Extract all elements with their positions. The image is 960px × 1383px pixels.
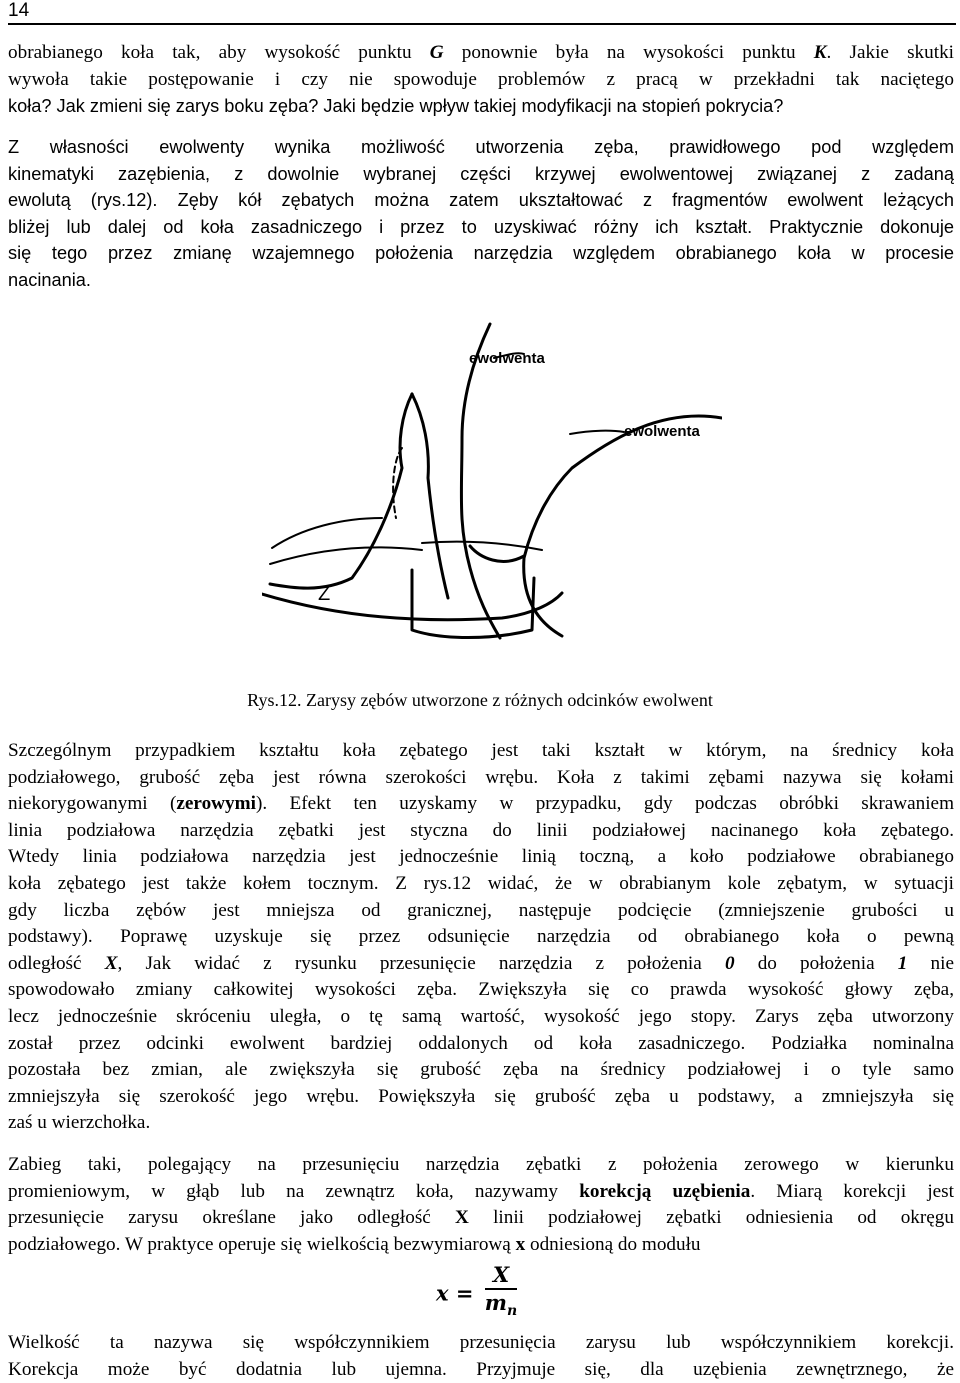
figure-gear-involute <box>262 318 722 658</box>
base-circle-arc <box>270 547 422 564</box>
text-line: ewolutą (rys.12). Zęby kół zębatych można zatem ukształtować z fragmentów ewolwent leżących <box>8 190 954 211</box>
text-line: Wielkość ta nazywa się współczynnikiem przesunięcia zarysu lub współczynnikiem korekcji. <box>8 1332 954 1353</box>
label-z: Z <box>318 583 331 605</box>
formula-numerator: X <box>485 1262 517 1290</box>
text-line: kinematyki zazębienia, z dowolnie wybranej części krzywej ewolwentowej związanej z zadaną <box>8 163 954 184</box>
formula-correction-factor <box>436 1262 517 1324</box>
formula-denominator: $m_n$ <box>484 1290 518 1320</box>
text-line: spowodowało zmiany całkowitej wysokości zęba. Zwiększyła się co prawda wysokość głowy zęba, <box>8 979 954 1001</box>
paragraph-2 <box>8 134 954 294</box>
text-line: przesunięcie zarysu określane jako odległość X linii podziałowej zębatki odniesienia od okręgu <box>8 1207 954 1229</box>
paragraph-5 <box>8 1330 954 1383</box>
page-number: 14 <box>8 0 30 21</box>
text-line: bliżej lub dalej od koła zasadniczego i przez to uzyskiwać różny ich kształt. Praktycznie dokonuje <box>8 216 954 237</box>
text-line: odległość X, Jak widać z rysunku przesunięcie narzędzia z położenia 0 do położenia 1 nie <box>8 952 954 974</box>
text-line: został przez odcinki ewolwent bardziej oddalonych od koła zasadniczego. Podziałka nominalna <box>8 1032 954 1054</box>
involute-curve-outer <box>461 324 500 638</box>
text-line: Zabieg taki, polegający na przesunięciu narzędzia zębatki z położenia zerowego w kierunku <box>8 1154 954 1175</box>
text-line: Szczególnym przypadkiem kształtu koła zębatego jest taki kształt w którym, na średnicy koła <box>8 740 954 761</box>
text-line: niekorygowanymi (zerowymi). Efekt ten uzyskamy w przypadku, gdy podczas obróbki skrawaniem <box>8 793 954 815</box>
leader-line-2 <box>570 431 624 434</box>
text-line: Wtedy linia podziałowa narzędzia jest jednocześnie linią toczną, a koło podziałowe obrabianego <box>8 846 954 868</box>
tooth-space <box>470 546 524 561</box>
text-line: Korekcja może być dodatnia lub ujemna. Przyjmuje się, dla uzębienia zewnętrznego, że <box>8 1358 954 1380</box>
figure-caption: Rys.12. Zarysy zębów utworzone z różnych odcinków ewolwent <box>247 690 713 710</box>
involute-curve-right <box>524 416 722 636</box>
text-line: zaś u wierzchołka. <box>8 1112 151 1134</box>
small-gear-arc <box>272 518 382 548</box>
text-line: podziałowego, grubość zęba jest równa szerokości wrębu. Koła z takimi zębami nazywa się kołami <box>8 766 954 788</box>
text-line: promieniowym, w głąb lub na zewnątrz koła, nazywamy korekcją uzębienia. Miarą korekcji jest <box>8 1180 954 1202</box>
text-line: pozostała bez zmian, ale zwiększyła się grubość zęba na średnicy podziałowej i o tyle samo <box>8 1059 954 1081</box>
text-line: lecz jednocześnie skróceniu uległa, o tę samą wartość, wysokość jego stopy. Zarys zęba utworzony <box>8 1005 954 1027</box>
text-line: koła? Jak zmieni się zarys boku zęba? Jaki będzie wpływ takiej modyfikacji na stopień pokrycia? <box>8 96 784 117</box>
text-line: koła zębatego jest także kołem tocznym. Z rys.12 widać, że w obrabianym kole zębatym, w sytuacji <box>8 872 954 894</box>
formula-subscript: n <box>506 1303 518 1320</box>
paragraph-3 <box>8 738 954 1137</box>
text-line: wywoła takie postępowanie i czy nie spowoduje problemów z pracą w przekładni tak naciętego <box>8 68 954 90</box>
formula-lhs: x = <box>436 1280 474 1306</box>
paragraph-1 <box>8 40 954 120</box>
tooth-profile-mid <box>412 394 448 598</box>
text-line: podziałowego. W praktyce operuje się wielkością bezwymiarową x odniesioną do modułu <box>8 1233 701 1255</box>
text-line: obrabianego koła tak, aby wysokość punktu G ponownie była na wysokości punktu K. Jakie skutki <box>8 42 954 63</box>
label-ewolwenta-top: ewolwenta <box>469 350 545 367</box>
text-line: gdy liczba zębów jest mniejsza od granicznej, następuje podcięcie (zmniejszenie grubości u <box>8 899 954 921</box>
paragraph-4 <box>8 1152 954 1258</box>
text-line: podstawy). Poprawę uzyskuje się przez odsunięcie narzędzia od obrabianego koła o pewną <box>8 926 954 948</box>
text-line: nacinania. <box>8 269 91 290</box>
formula-fraction <box>485 1262 517 1324</box>
gear-drawing <box>262 318 722 658</box>
text-line: się tego przez zmianę wzajemnego położenia narzędzia względem obrabianego koła w procesie <box>8 243 954 264</box>
text-line: zmniejszyła się szerokość jego wrębu. Powiększyła się grubość zęba u podstawy, a zmniejszyła się <box>8 1085 954 1107</box>
label-ewolwenta-right: ewolwenta <box>624 423 700 440</box>
text-line: linia podziałowa narzędzia zębatki jest styczna do linii podziałowej nacinanego koła zębatego. <box>8 819 954 841</box>
header-rule <box>8 23 956 25</box>
pitch-circle-arc <box>422 542 542 550</box>
text-line: Z własności ewolwenty wynika możliwość utworzenia zęba, prawidłowego pod względem <box>8 137 954 157</box>
